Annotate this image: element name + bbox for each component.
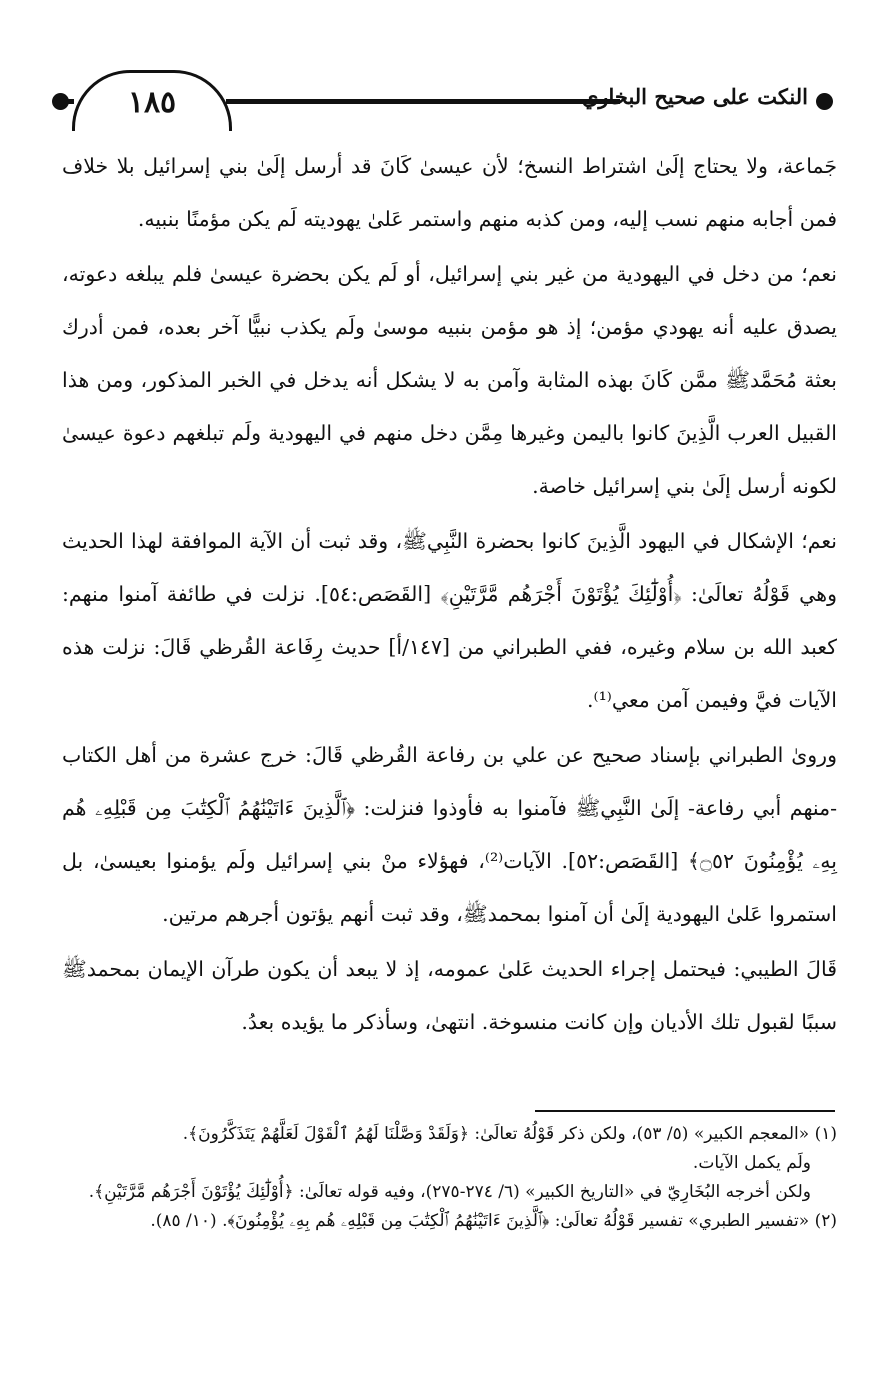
footnote-2: (٢) «تفسير الطبري» تفسير قَوْلُهُ تعالَىٰ: ﴿ٱلَّذِينَ ءَاتَيْنَٰهُمُ ٱلْكِتَٰبَ مِن قَبْلِهِۦ هُم بِهِۦ يُؤْمِنُونَ﴾. (١٠/ ٨٥). — [150, 1211, 837, 1231]
footnote-1: (١) «المعجم الكبير» (٥/ ٥٣)، ولكن ذكر قَوْلُهُ تعالَىٰ: ﴿وَلَقَدْ وَصَّلْنَا لَهُمُ ٱلْقَوْلَ لَعَلَّهُمْ يَتَذَكَّرُونَ﴾. — [182, 1124, 837, 1144]
footnotes — [62, 1120, 837, 1236]
ornament-dot-right — [816, 93, 833, 110]
paragraph: قَالَ الطيبي: فيحتمل إجراء الحديث عَلىٰ عمومه، إذ لا يبعد أن يكون طرآن الإيمان بمحمدﷺ سببًا لقبول تلك الأديان وإن كانت منسوخة. انتهىٰ، وسأذكر ما يؤيده بعدُ. — [62, 957, 837, 1034]
footnote-1-continuation: ولَم يكمل الآيات. — [692, 1153, 811, 1173]
main-text — [62, 140, 837, 1049]
footnote-1-continuation: ولكن أخرجه البُخَارِيّ في «التاريخ الكبير» (٦/ ٢٧٤-٢٧٥)، وفيه قوله تعالَىٰ: ﴿أُوْلَٰٓئِكَ يُؤْتَوْنَ أَجْرَهُم مَّرَّتَيْنِ﴾. — [88, 1182, 811, 1202]
paragraph: نعم؛ الإشكال في اليهود الَّذِينَ كانوا بحضرة النَّبِيﷺ، وقد ثبت أن الآية الموافقة لهذا الحديث وهي قَوْلُهُ تعالَىٰ: ﴿أُوْلَٰٓئِكَ يُؤْتَوْنَ أَجْرَهُم مَّرَّتَيْنِ﴾ [القَصَص:٥٤]. نزلت في طائفة آمنوا منهم: كعبد الله بن سلام وغيره، ففي الطبراني من [١٤٧/أ] حديث رِفَاعة القُرظي قَالَ: نزلت هذه الآيات فيَّ وفيمن آمن معي⁽¹⁾. — [62, 529, 837, 712]
paragraph: وروىٰ الطبراني بإسناد صحيح عن علي بن رفاعة القُرظي قَالَ: خرج عشرة من أهل الكتاب -منهم أبي رفاعة- إلَىٰ النَّبِيﷺ فآمنوا به فأوذوا فنزلت: ﴿ٱلَّذِينَ ءَاتَيْنَٰهُمُ ٱلْكِتَٰبَ مِن قَبْلِهِۦ هُم بِهِۦ يُؤْمِنُونَ ۝٥٢﴾ [القَصَص:٥٢]. الآيات⁽²⁾، فهؤلاء منْ بني إسرائيل ولَم يؤمنوا بعيسىٰ، بل استمروا عَلىٰ اليهودية إلَىٰ أن آمنوا بمحمدﷺ، وقد ثبت أنهم يؤتون أجرهم مرتين. — [62, 743, 838, 926]
header-rule — [226, 99, 620, 104]
footnote-separator — [535, 1110, 835, 1112]
paragraph: نعم؛ من دخل في اليهودية من غير بني إسرائيل، أو لَم يكن بحضرة عيسىٰ فلم يبلغه دعوته، يصدق عليه أنه يهودي مؤمن؛ إذ هو مؤمن بنبيه موسىٰ ولَم يكذب نبيًّا آخر بعده، فمن أدرك بعثة مُحَمَّدﷺ ممَّن كَانَ بهذه المثابة وآمن به لا يشكل أنه يدخل في الخبر المذكور، ومن هذا القبيل العرب الَّذِينَ كانوا باليمن وغيرها مِمَّن دخل منهم في اليهودية ولَم تبلغهم دعوة عيسىٰ لكونه أرسل إلَىٰ بني إسرائيل خاصة. — [62, 262, 837, 498]
running-title: النكت على صحيح البخاري — [581, 84, 808, 109]
paragraph: جَماعة، ولا يحتاج إلَىٰ اشتراط النسخ؛ لأن عيسىٰ كَانَ قد أرسل إلَىٰ بني إسرائيل بلا خلاف فمن أجابه منهم نسب إليه، ومن كذبه منهم واستمر عَلىٰ يهوديته لَم يكن مؤمنًا بنبيه. — [62, 154, 837, 231]
header-rule-left — [58, 99, 74, 104]
page-number: ١٨٥ — [72, 70, 232, 131]
page-header — [58, 62, 840, 132]
